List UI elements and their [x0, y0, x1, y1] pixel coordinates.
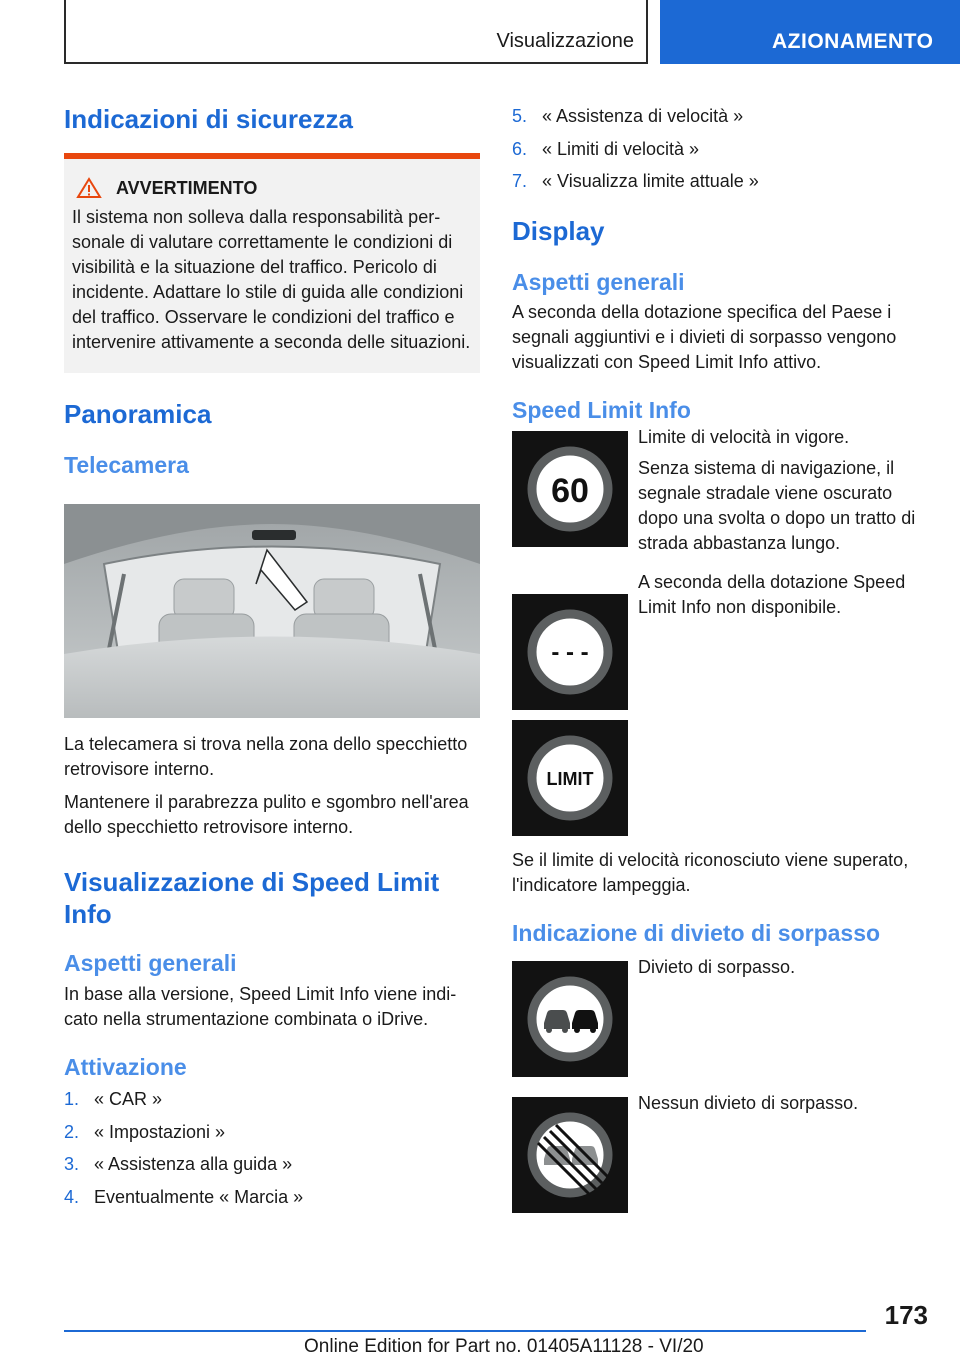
sign-row-dash: [512, 571, 928, 710]
list-item: 7. « Visualizza limite attuale »: [512, 171, 759, 191]
camera-heading: Telecamera: [64, 452, 189, 479]
header-section-title: Visualizzazione: [496, 30, 634, 52]
overtake-heading: Indicazione di divieto di sorpasso: [512, 919, 881, 946]
sign-60-text-1: Limite di velocità in vigore.: [638, 426, 850, 447]
no-overtake-text: Divieto di sorpasso.: [638, 957, 796, 978]
sign-limit-text: LIMIT: [546, 768, 594, 789]
list-item: 2. « Impostazioni »: [64, 1121, 226, 1142]
sign-60-text-2: Senza sistema di navigazione, il segnale stradale viene oscurato dopo una svolta o dopo un tratto di strada abbastanza lungo.: [638, 457, 916, 553]
header-chapter-title: AZIONAMENTO: [772, 30, 934, 53]
safety-heading: Indicazioni di sicurezza: [64, 104, 353, 134]
warning-label: AVVERTIMENTO: [116, 177, 258, 198]
list-item: 5. « Assistenza di velocità »: [512, 106, 744, 126]
sli-subheading: Speed Limit Info: [512, 397, 691, 424]
footer-divider: [64, 1330, 866, 1332]
list-item: 6. « Limiti di velocità »: [512, 138, 700, 159]
warning-triangle-icon: [76, 177, 102, 199]
right-column: [512, 100, 928, 1213]
list-item: 1. « CAR »: [64, 1089, 163, 1110]
general-text-left: In base alla versione, Speed Limit Info viene indicato nella strumentazione combinata o iDrive.: [64, 983, 457, 1029]
left-column: [64, 100, 480, 1213]
general-heading-right: Aspetti generali: [512, 268, 685, 295]
warning-box: [64, 159, 480, 373]
overview-heading: Panoramica: [64, 399, 212, 430]
activation-steps-right: [512, 100, 928, 198]
end-no-overtaking-icon: [512, 1097, 628, 1213]
sign-dash-text: - - -: [551, 638, 589, 666]
header-chapter-tab: [660, 0, 960, 64]
sign-row-end-overtake: [512, 1093, 928, 1213]
camera-location-image: [64, 504, 480, 718]
activation-heading: Attivazione: [64, 1053, 187, 1080]
footer-edition: Online Edition for Part no. 01405A11128 - VI/20: [304, 1336, 704, 1357]
display-heading: Display: [512, 215, 605, 246]
no-overtaking-icon: [512, 961, 628, 1077]
camera-paragraph-2: Mantenere il parabrezza pulito e sgombro nell'area dello specchietto retrovisore interno.: [64, 791, 469, 837]
list-item: 3. « Assistenza alla guida »: [64, 1154, 293, 1175]
sign-dash-text-desc: A seconda della dotazione Speed Limit Info non disponibile.: [638, 571, 906, 617]
sign-row-no-overtake: [512, 957, 928, 1077]
sign-60-text: 60: [551, 471, 589, 510]
header-section-box: [64, 0, 648, 64]
list-item: 4. Eventualmente « Marcia »: [64, 1186, 304, 1207]
camera-paragraph-1: La telecamera si trova nella zona dello specchietto retrovisore interno.: [64, 733, 468, 779]
end-overtake-text: Nessun divieto di sorpasso.: [638, 1093, 859, 1114]
speed-limit-unavailable-icon: [512, 594, 628, 710]
activation-steps-left: [64, 1083, 480, 1213]
speed-limit-limit-icon: [512, 720, 628, 836]
general-text-right: A seconda della dotazione specifica del Paese i segnali aggiuntivi e i divieti di sorpasso vengono visualizzati con Speed Limit Info attivo.: [512, 302, 897, 373]
sli-heading: Visualizzazione di Speed Limit Info: [64, 866, 440, 929]
flash-text: Se il limite di velocità riconosciuto viene superato, l'indicatore lampeggia.: [512, 849, 909, 895]
general-heading-left: Aspetti generali: [64, 949, 237, 976]
warning-text: Il sistema non solleva dalla responsabilità personale di valutare correttamente le condizioni di visibilità e la situazione del traffico. Pericolo di incidente. Adattare lo stile di guida alle condizioni del traffico. Osservare le condizioni del traffico e intervenire attivamente a seconda delle situazioni.: [72, 207, 471, 353]
speed-limit-60-icon: [512, 431, 628, 547]
sign-row-60: [512, 426, 928, 556]
page-number: 173: [884, 1300, 928, 1330]
